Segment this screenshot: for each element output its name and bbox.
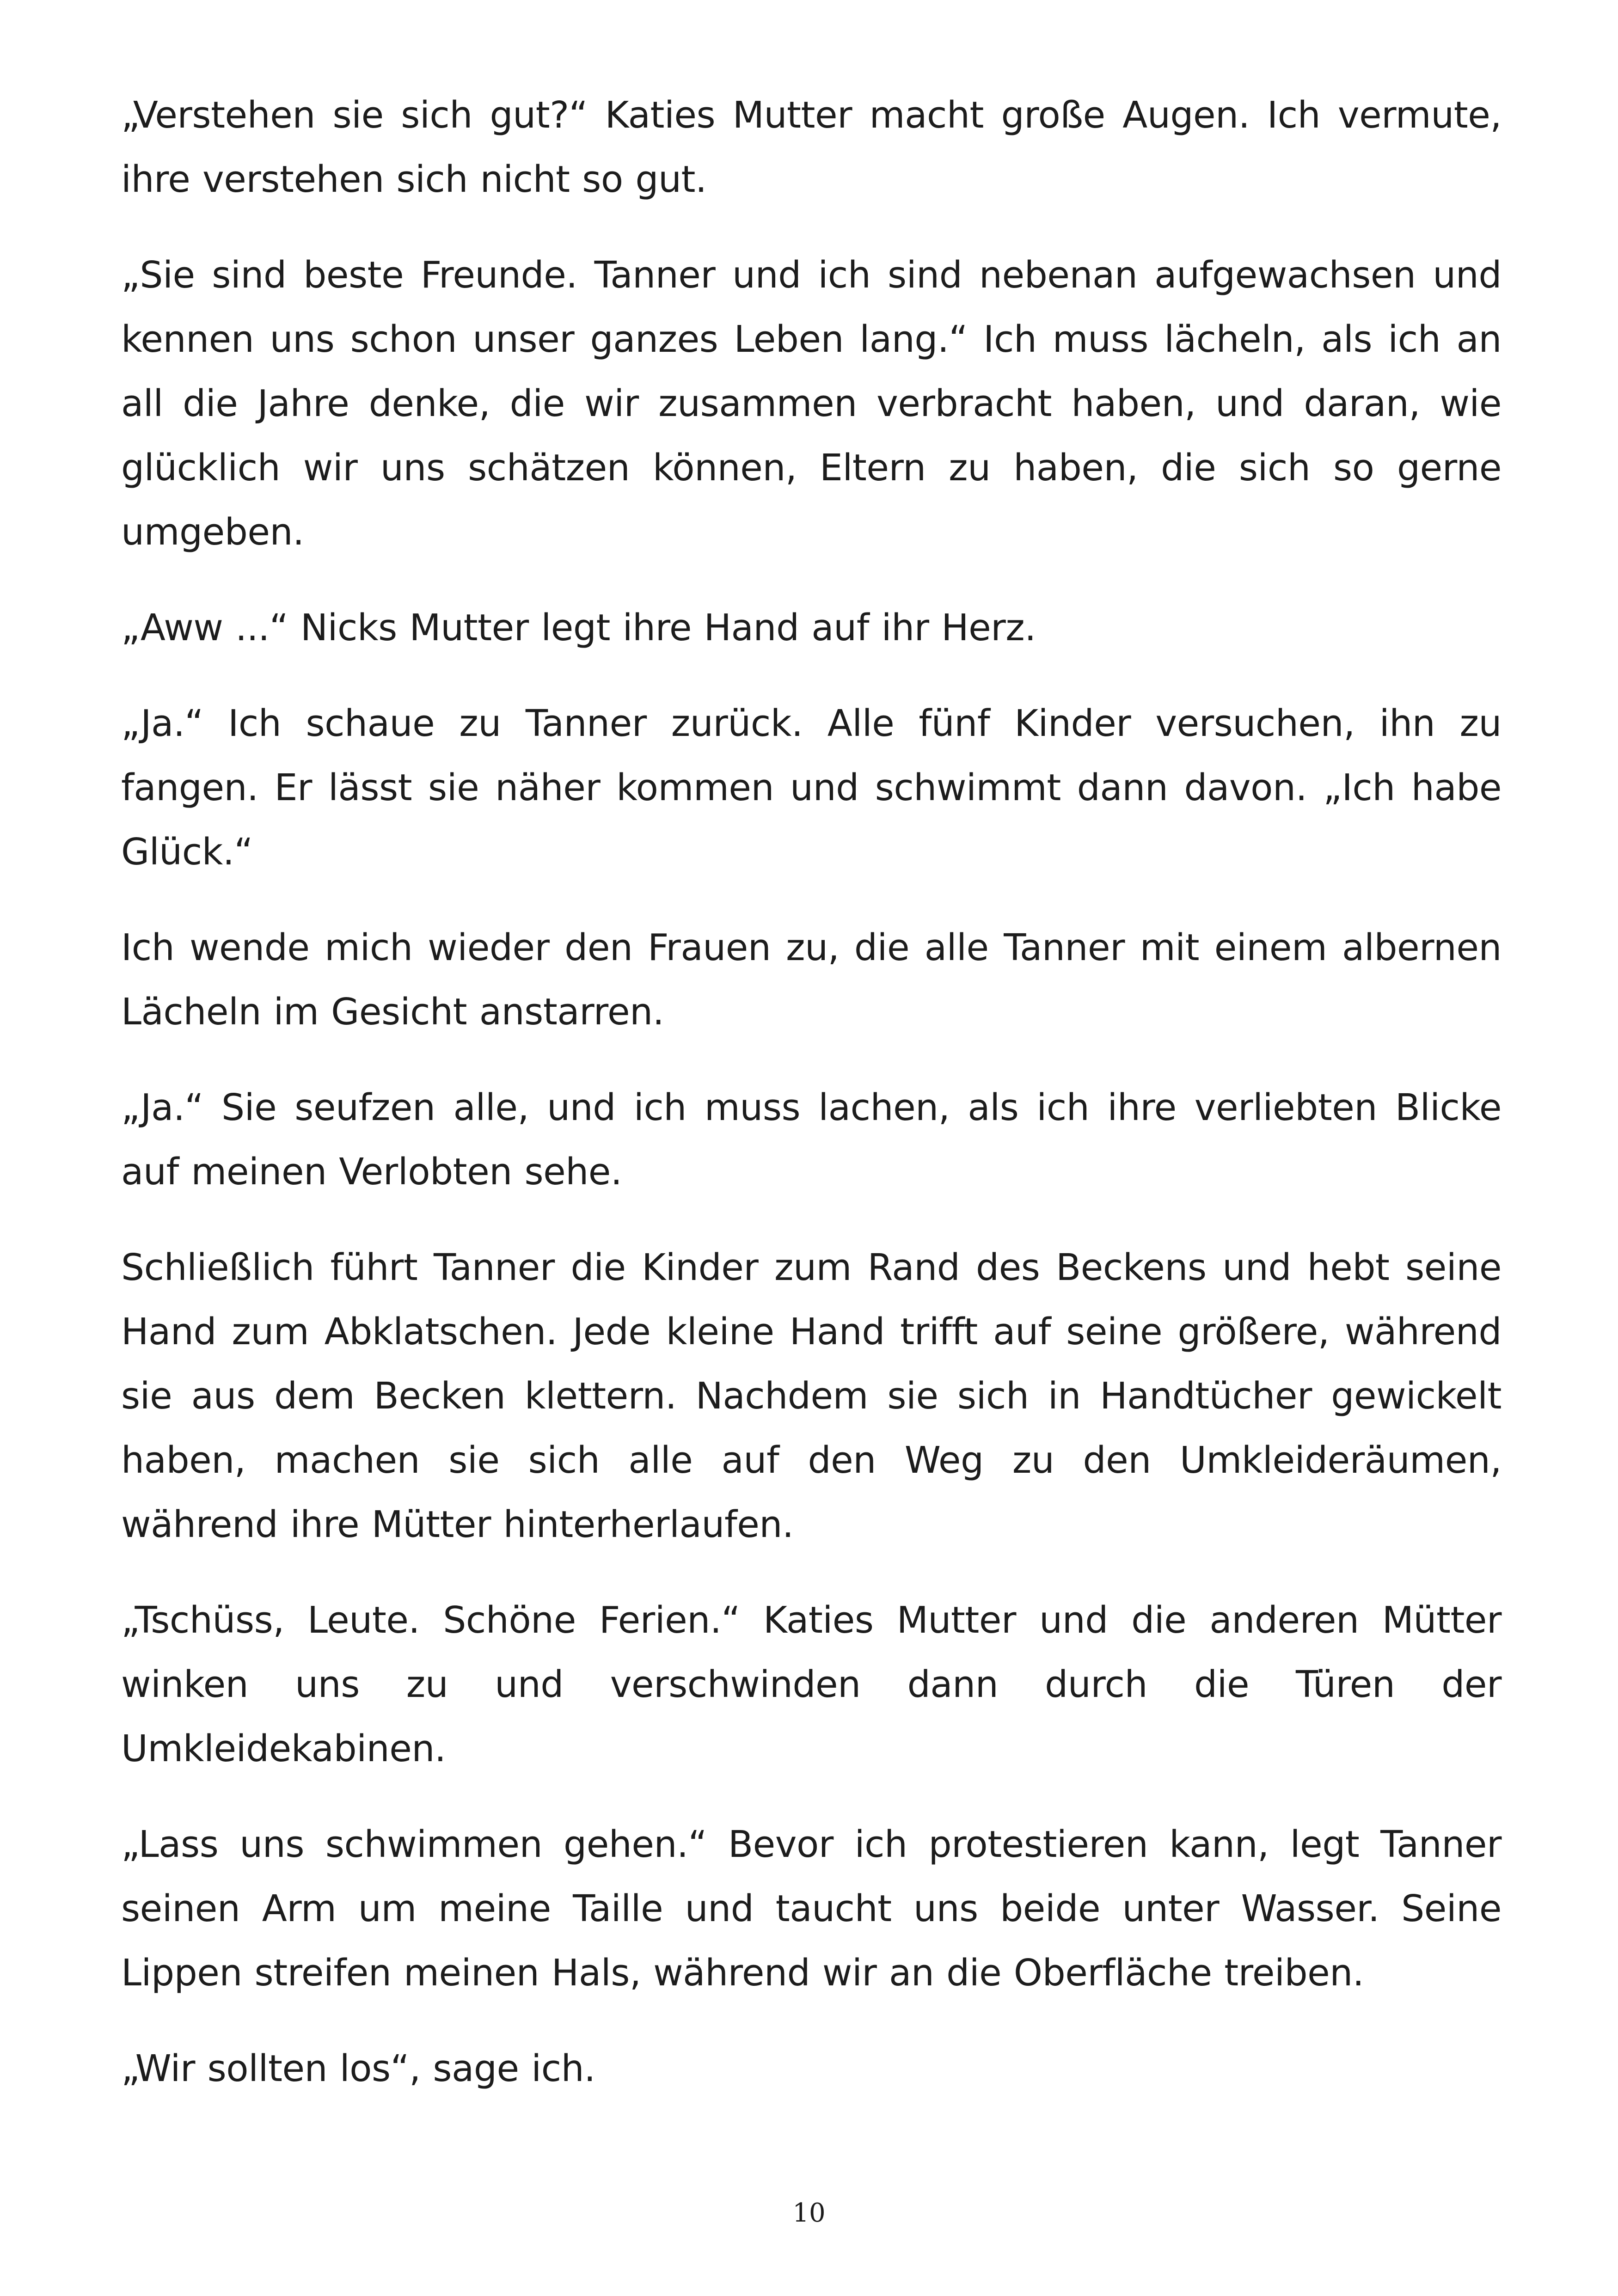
paragraph-10: „Wir sollten los“, sage ich. (121, 2047, 595, 2090)
paragraph-5: Ich wende mich wieder den Frauen zu, die alle Tanner mit einem albernen Lächeln im Gesicht anstarren. (121, 926, 1502, 1033)
paragraph-6: „Ja.“ Sie seufzen alle, und ich muss lachen, als ich ihre verliebten Blicke auf meinen Verlobten sehe. (121, 1086, 1502, 1193)
body-text (121, 83, 1502, 2132)
paragraph-2: „Sie sind beste Freunde. Tanner und ich sind nebenan aufgewachsen und kennen uns schon unser ganzes Leben lang.“ Ich muss lächeln, als ich an all die Jahre denke, die wir zusammen verbracht haben, und daran, wie glücklich wir uns schätzen können, Eltern zu haben, die sich so gerne umgeben. (121, 254, 1502, 553)
paragraph-8: „Tschüss, Leute. Schöne Ferien.“ Katies Mutter und die anderen Mütter winken uns zu und verschwinden dann durch die Türen der Umkleidekabinen. (121, 1599, 1502, 1770)
paragraph-4: „Ja.“ Ich schaue zu Tanner zurück. Alle fünf Kinder versuchen, ihn zu fangen. Er lässt sie näher kommen und schwimmt dann davon. „Ich habe Glück.“ (121, 702, 1502, 873)
paragraph-3: „Aww ...“ Nicks Mutter legt ihre Hand auf ihr Herz. (121, 606, 1036, 649)
paragraph-1: „Verstehen sie sich gut?“ Katies Mutter macht große Augen. Ich vermute, ihre verstehen sich nicht so gut. (121, 94, 1502, 201)
page-number: 10 (792, 2198, 826, 2228)
paragraph-9: „Lass uns schwimmen gehen.“ Bevor ich protestieren kann, legt Tanner seinen Arm um meine Taille und taucht uns beide unter Wasser. Seine Lippen streifen meinen Hals, während wir an die Oberfläche treiben. (121, 1823, 1502, 1994)
paragraph-7: Schließlich führt Tanner die Kinder zum Rand des Beckens und hebt seine Hand zum Abklatschen. Jede kleine Hand trifft auf seine größere, während sie aus dem Becken klettern. Nachdem sie sich in Handtücher gewickelt haben, machen sie sich alle auf den Weg zu den Umkleideräumen, während ihre Mütter hinterherlaufen. (121, 1246, 1502, 1546)
